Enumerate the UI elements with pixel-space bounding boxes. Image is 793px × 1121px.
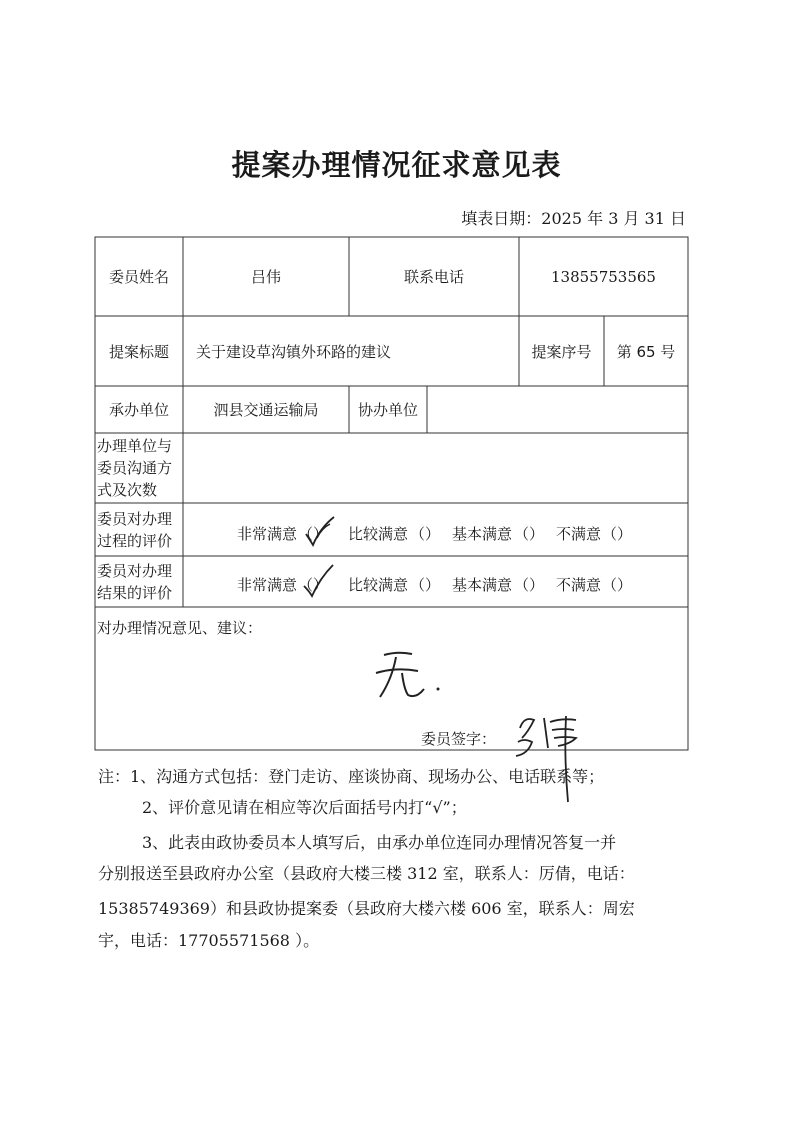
note-line-5: 15385749369）和县政协提案委（县政府大楼六楼 606 室，联系人：周宏 bbox=[98, 899, 635, 918]
result-bracket-3[interactable]: （） bbox=[514, 576, 545, 594]
lead-unit-label: 承办单位 bbox=[108, 401, 169, 419]
phone-value: 13855753565 bbox=[551, 267, 656, 286]
phone-label: 联系电话 bbox=[403, 268, 464, 286]
process-option-very-satisfied[interactable]: 非常满意 bbox=[237, 525, 298, 543]
process-bracket-3[interactable]: （） bbox=[514, 525, 545, 543]
process-eval-label: 委员对办理过程的评价 bbox=[97, 509, 173, 550]
communication-label: 办理单位与委员沟通方式及次数 bbox=[97, 437, 173, 499]
fill-date: 填表日期：2025 年 3 月 31 日 bbox=[461, 209, 686, 228]
note-line-2: 2、评价意见请在相应等次后面括号内打“√”； bbox=[142, 798, 467, 817]
handwritten-none-icon bbox=[372, 645, 452, 705]
co-unit-value bbox=[427, 386, 688, 433]
note-line-3: 3、此表由政协委员本人填写后，由承办单位连同办理情况答复一并 bbox=[142, 833, 617, 852]
result-option-very-satisfied[interactable]: 非常满意 bbox=[237, 576, 298, 594]
process-check-mark-icon bbox=[300, 514, 340, 548]
note-line-1: 注：1、沟通方式包括：登门走访、座谈协商、现场办公、电话联系等； bbox=[98, 767, 605, 786]
note-line-4: 分别报送至县政府办公室（县政府大楼三楼 312 室，联系人：厉倩，电话： bbox=[98, 864, 635, 883]
lead-unit-value: 泗县交通运输局 bbox=[213, 401, 319, 419]
process-option-satisfied[interactable]: 比较满意 bbox=[348, 525, 409, 543]
result-bracket-2[interactable]: （） bbox=[410, 576, 441, 594]
page-title: 提案办理情况征求意见表 bbox=[231, 148, 562, 182]
proposal-title-label: 提案标题 bbox=[108, 342, 169, 361]
result-bracket-1[interactable]: （） bbox=[298, 576, 329, 594]
process-option-basic[interactable]: 基本满意 bbox=[452, 525, 513, 543]
signature-label: 委员签字： bbox=[421, 730, 497, 748]
result-bracket-4[interactable]: （） bbox=[602, 576, 633, 594]
result-option-basic[interactable]: 基本满意 bbox=[452, 576, 513, 594]
process-bracket-1[interactable]: （） bbox=[298, 525, 329, 543]
result-option-satisfied[interactable]: 比较满意 bbox=[348, 576, 409, 594]
member-name-value: 吕伟 bbox=[250, 268, 281, 286]
result-check-mark-icon bbox=[300, 562, 340, 600]
proposal-title-value: 关于建设草沟镇外环路的建议 bbox=[196, 342, 392, 361]
co-unit-label: 协办单位 bbox=[357, 401, 418, 419]
result-option-unsatisfied[interactable]: 不满意 bbox=[556, 576, 602, 594]
note-line-6: 宇，电话：17705571568 ）。 bbox=[98, 931, 320, 950]
process-option-unsatisfied[interactable]: 不满意 bbox=[556, 525, 602, 543]
proposal-no-value: 第 65 号 bbox=[616, 342, 676, 361]
process-bracket-2[interactable]: （） bbox=[410, 525, 441, 543]
process-bracket-4[interactable]: （） bbox=[602, 525, 633, 543]
member-name-label: 委员姓名 bbox=[108, 268, 169, 286]
communication-value bbox=[183, 433, 688, 503]
proposal-no-label: 提案序号 bbox=[531, 342, 592, 361]
member-signature-icon bbox=[510, 708, 590, 808]
opinion-label: 对办理情况意见、建议： bbox=[97, 619, 263, 637]
result-eval-label: 委员对办理结果的评价 bbox=[97, 561, 173, 602]
